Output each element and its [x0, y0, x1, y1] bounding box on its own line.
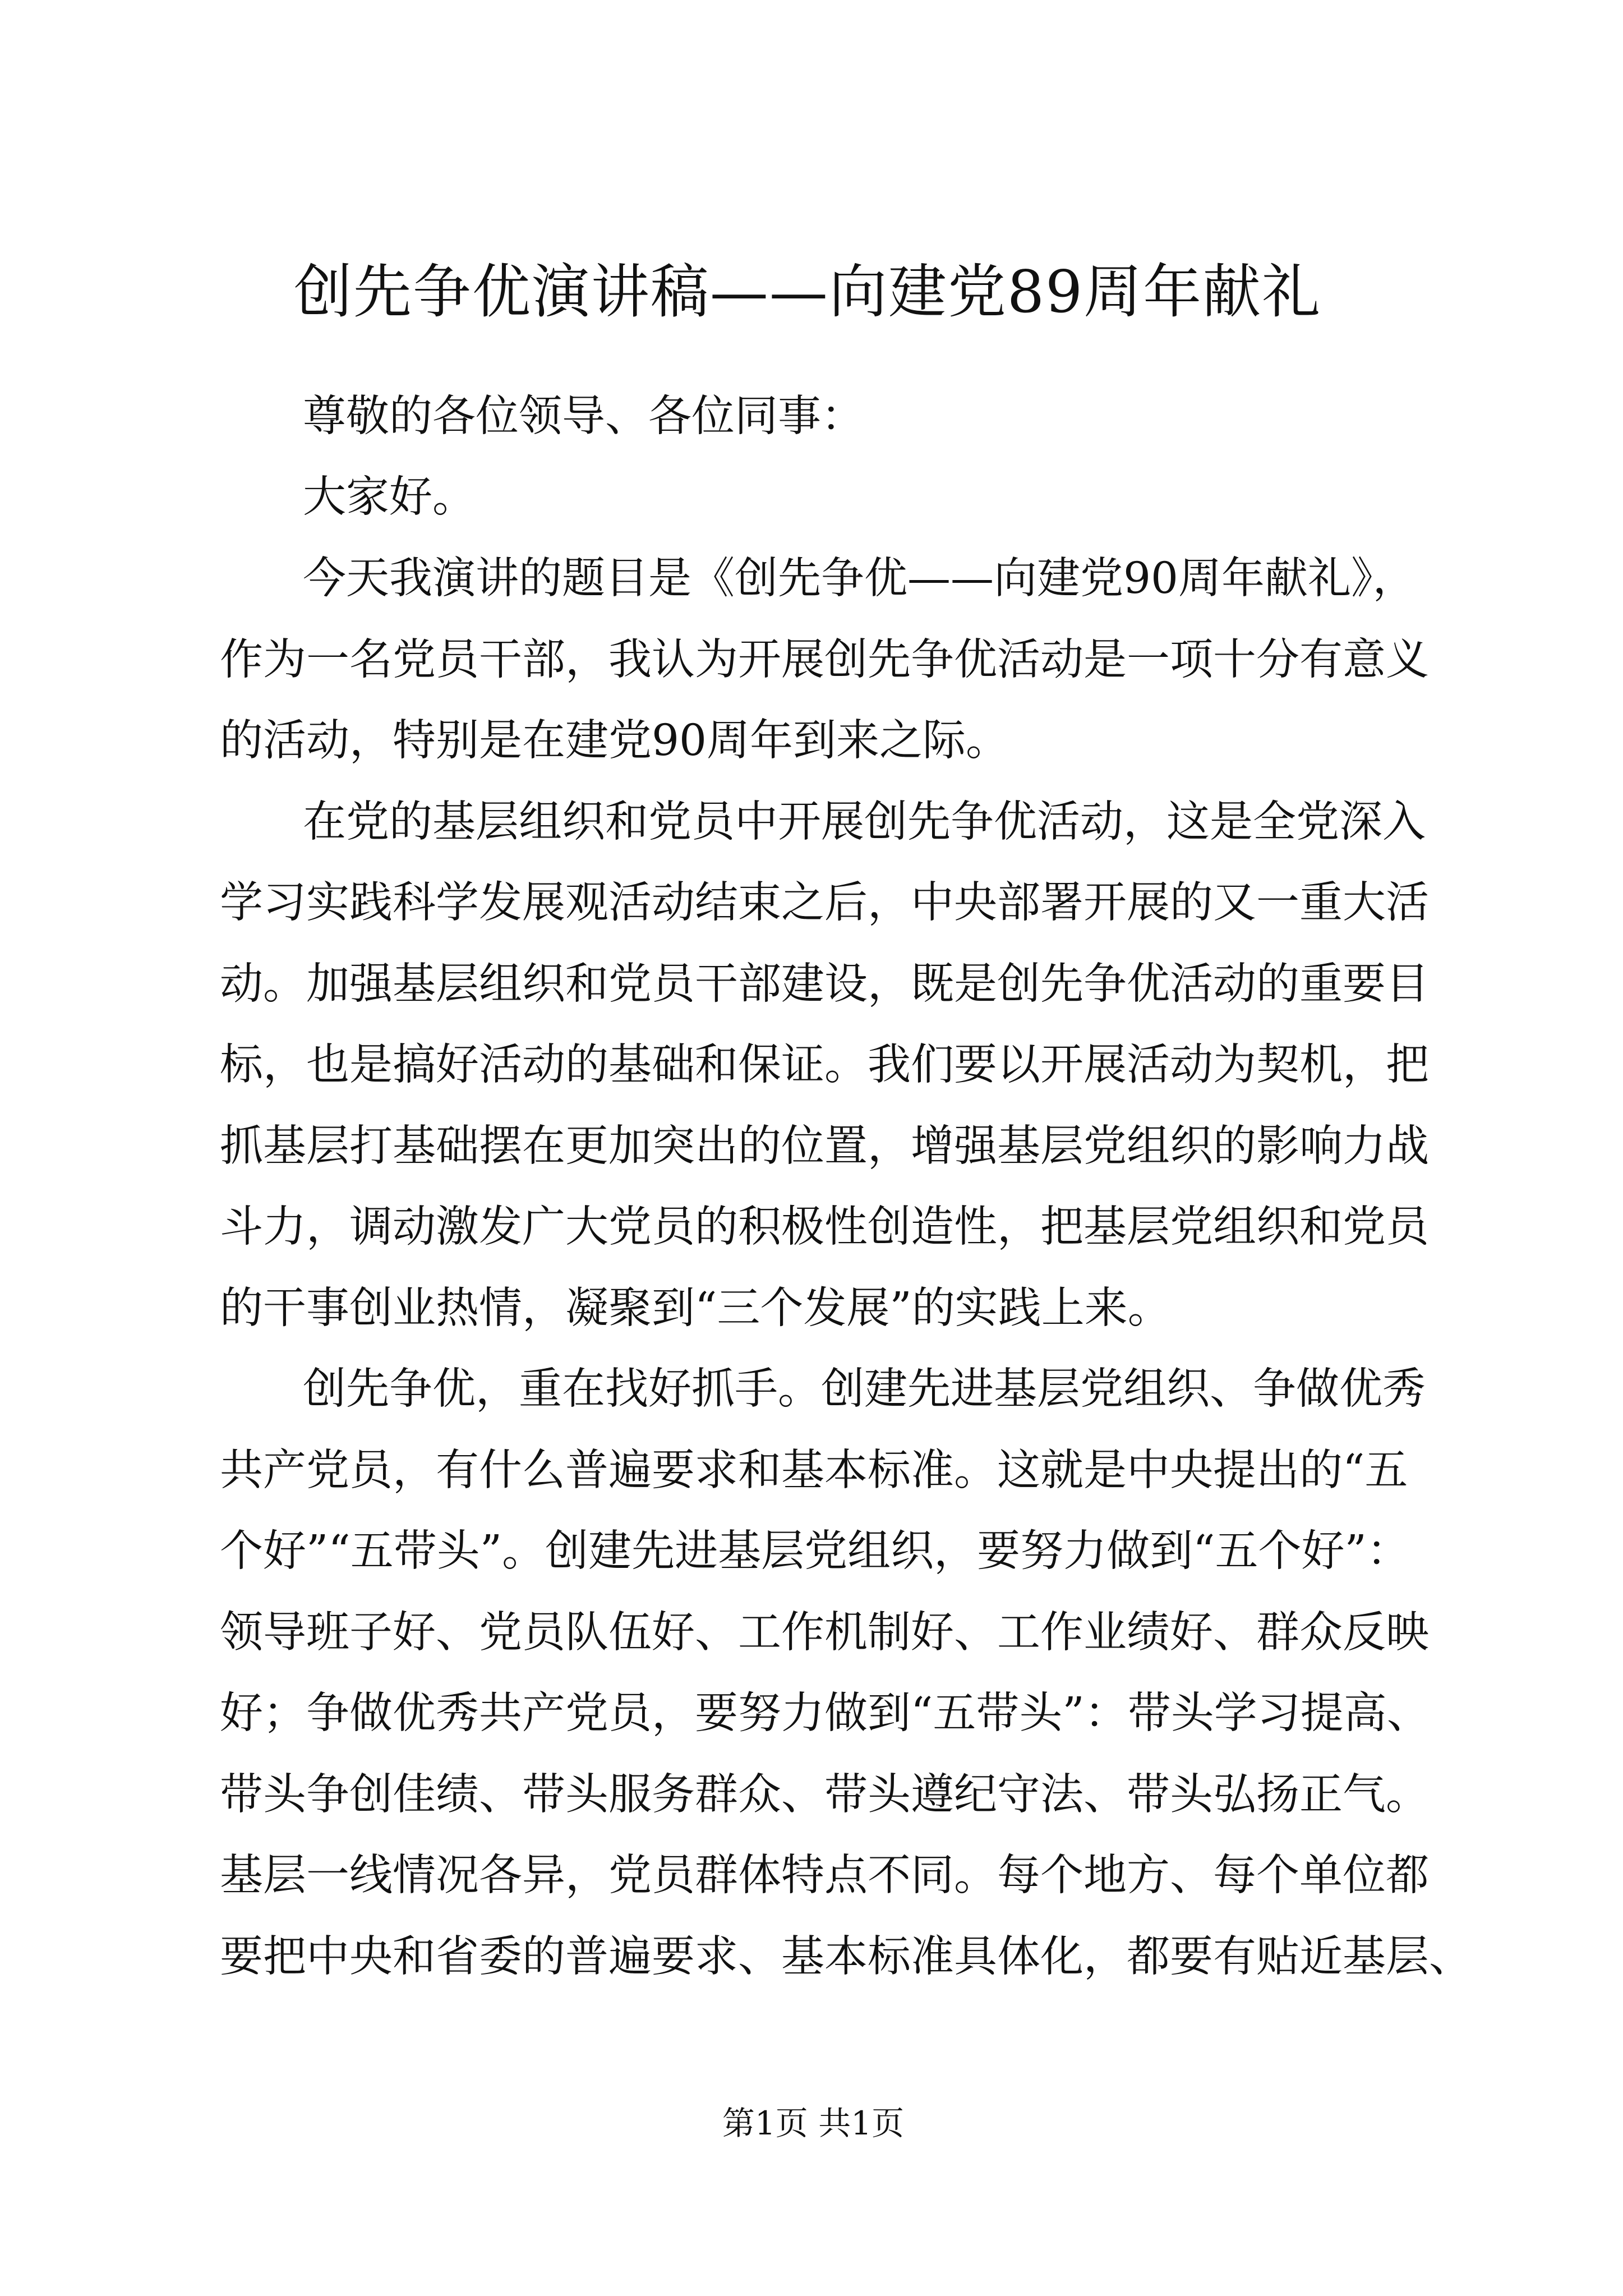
paragraph-2-line-4: 标，也是搞好活动的基础和保证。我们要以开展活动为契机，把: [220, 1040, 1429, 1090]
paragraph-1-line-1: 今天我演讲的题目是《创先争优——向建党90周年献礼》，: [303, 554, 1416, 604]
paragraph-2-line-2: 学习实践科学发展观活动结束之后，中央部署开展的又一重大活: [220, 878, 1429, 928]
paragraph-2-line-6: 斗力，调动激发广大党员的积极性创造性，把基层党组织和党员: [220, 1202, 1429, 1252]
paragraph-3-line-5: 好；争做优秀共产党员，要努力做到“五带头”：带头学习提高、: [220, 1688, 1430, 1738]
paragraph-3-line-4: 领导班子好、党员队伍好、工作机制好、工作业绩好、群众反映: [220, 1608, 1429, 1658]
paragraph-1-line-3: 的活动，特别是在建党90周年到来之际。: [220, 716, 1009, 766]
paragraph-3-line-8: 要把中央和省委的普遍要求、基本标准具体化，都要有贴近基层、: [220, 1932, 1472, 1982]
document-title: 创先争优演讲稿——向建党89周年献礼: [293, 257, 1322, 326]
paragraph-3-line-6: 带头争创佳绩、带头服务群众、带头遵纪守法、带头弘扬正气。: [220, 1770, 1429, 1820]
paragraph-2-line-5: 抓基层打基础摆在更加突出的位置，增强基层党组织的影响力战: [220, 1121, 1429, 1171]
paragraph-2-line-1: 在党的基层组织和党员中开展创先争优活动，这是全党深入: [303, 797, 1426, 847]
paragraph-2-line-7: 的干事创业热情，凝聚到“三个发展”的实践上来。: [220, 1283, 1171, 1333]
paragraph-1-line-2: 作为一名党员干部，我认为开展创先争优活动是一项十分有意义: [220, 635, 1429, 685]
greeting-line: 大家好。: [303, 472, 476, 522]
paragraph-3-line-2: 共产党员，有什么普遍要求和基本标准。这就是中央提出的“五: [220, 1446, 1408, 1496]
paragraph-3-line-7: 基层一线情况各异，党员群体特点不同。每个地方、每个单位都: [220, 1851, 1429, 1901]
paragraph-3-line-1: 创先争优，重在找好抓手。创建先进基层党组织、争做优秀: [303, 1364, 1426, 1414]
page-number-footer: 第1页 共1页: [722, 2104, 905, 2142]
paragraph-2-line-3: 动。加强基层组织和党员干部建设，既是创先争优活动的重要目: [220, 959, 1429, 1009]
salutation-line: 尊敬的各位领导、各位同事：: [303, 392, 864, 441]
paragraph-3-line-3: 个好”“五带头”。创建先进基层党组织，要努力做到“五个好”：: [220, 1526, 1410, 1576]
